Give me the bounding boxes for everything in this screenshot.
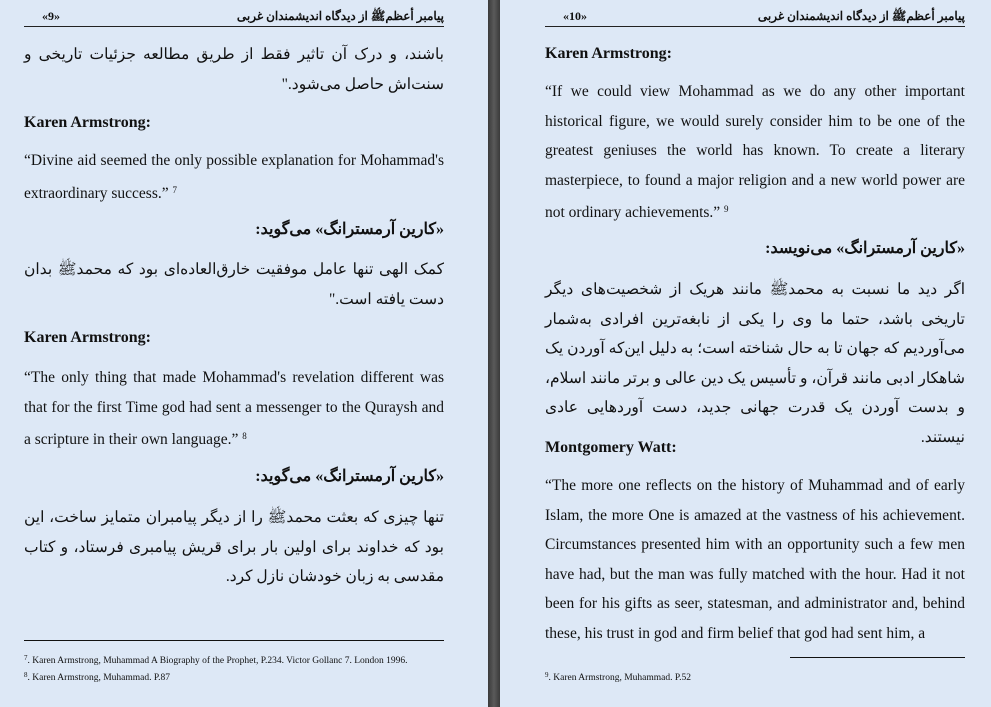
footnote [545, 669, 691, 684]
quote-author: Montgomery Watt: [545, 439, 677, 456]
footnote-mark: 9 [545, 671, 549, 679]
footnote-text: . Karen Armstrong, Muhammad. P.52 [548, 673, 691, 683]
persian-paragraph: کمک الهی تنها عامل موفقیت خارق‌العاده‌ای بود که محمدﷺ بدان دست یافته است." [24, 261, 444, 308]
persian-heading: «کارین آرمسترانگ» می‌گوید: [255, 221, 444, 238]
page-number: «9» [42, 9, 60, 23]
persian-heading: «کارین آرمسترانگ» می‌گوید: [255, 468, 444, 485]
persian-paragraph: تنها چیزی که بعثت محمدﷺ را از دیگر پیامبران متمایز ساخت، این بود که خداوند برای اولین بار برای قریش پیامبری فرستاد، و کتاب مقدسی به زبان خودشان نازل کرد. [24, 509, 444, 585]
quote-author: Karen Armstrong: [545, 45, 672, 62]
book-title: پیامبر أعظمﷺ از دیدگاه اندیشمندان غربی [236, 9, 444, 23]
quote-text: “Divine aid seemed the only possible explanation for Mohammad's extraordinary success.” [24, 152, 444, 202]
quote-author: Karen Armstrong: [24, 114, 151, 131]
quote-author: Karen Armstrong: [24, 329, 151, 346]
english-quote [545, 471, 965, 648]
book-gutter [488, 0, 500, 707]
footnote-ref: 8 [242, 431, 247, 441]
book-title: پیامبر أعظمﷺ از دیدگاه اندیشمندان غربی [757, 9, 965, 23]
page-right [500, 0, 991, 707]
footnote-divider [790, 657, 965, 658]
footnote-text: . Karen Armstrong, Muhammad. P.87 [27, 673, 170, 683]
page-header [24, 6, 444, 27]
persian-paragraph: اگر دید ما نسبت به محمدﷺ مانند هریک از شخصیت‌های دیگر تاریخی باشد، حتما ما وی را یکی از نابغه‌ترین افرادی به‌شمار می‌آوردیم که جهان تا به حال شناخته است؛ به دلیل این‌که آوردن یک شاهکار ادبی مانند قرآن، و تأسیس یک دین عالی و برتر مانند اسلام، و بدست آوردن یک قدرت جهانی جدید، دست آوردهایی عادی نیستند. [545, 281, 965, 446]
footnote-ref: 9 [724, 204, 729, 214]
footnote-divider [24, 640, 444, 641]
quote-text: “The only thing that made Mohammad's revelation different was that for the first Time god had sent a messenger to the Quraysh and a scripture in their own language.” [24, 369, 444, 448]
persian-paragraph: باشند، و درک آن تاثیر فقط از طریق مطالعه جزئیات تاریخی و سنت‌اش حاصل می‌شود." [24, 46, 444, 93]
footnote-text: . Karen Armstrong, Muhammad A Biography of the Prophet, P.234. Victor Gollanc 7. London 1996. [27, 656, 408, 666]
footnote [24, 652, 408, 667]
english-quote [24, 146, 444, 208]
english-quote [545, 77, 965, 228]
persian-heading: «کارین آرمسترانگ» می‌نویسد: [765, 240, 965, 257]
footnote-mark: 7 [24, 654, 28, 662]
page-number: «10» [563, 9, 587, 23]
footnote [24, 669, 170, 684]
quote-text: “If we could view Mohammad as we do any other important historical figure, we would surely consider him to be one of the greatest geniuses the world has known. To create a literary masterpiece, to found a major religion and a new world power are not ordinary achievements.” [545, 83, 965, 221]
page-header [545, 6, 965, 27]
page-left [0, 0, 488, 707]
quote-text: “The more one reflects on the history of Muhammad and of early Islam, the more One is amazed at the vastness of his achievement. Circumstances presented him with an opportunity such a few men have had, but the man was fully matched with the hour. Had it not been for his gifts as seer, statesman, and administrator and, behind these, his trust in god and firm belief that god had sent him, a [545, 477, 965, 642]
footnote-ref: 7 [172, 184, 177, 195]
footnote-mark: 8 [24, 671, 28, 679]
english-quote [24, 363, 444, 455]
